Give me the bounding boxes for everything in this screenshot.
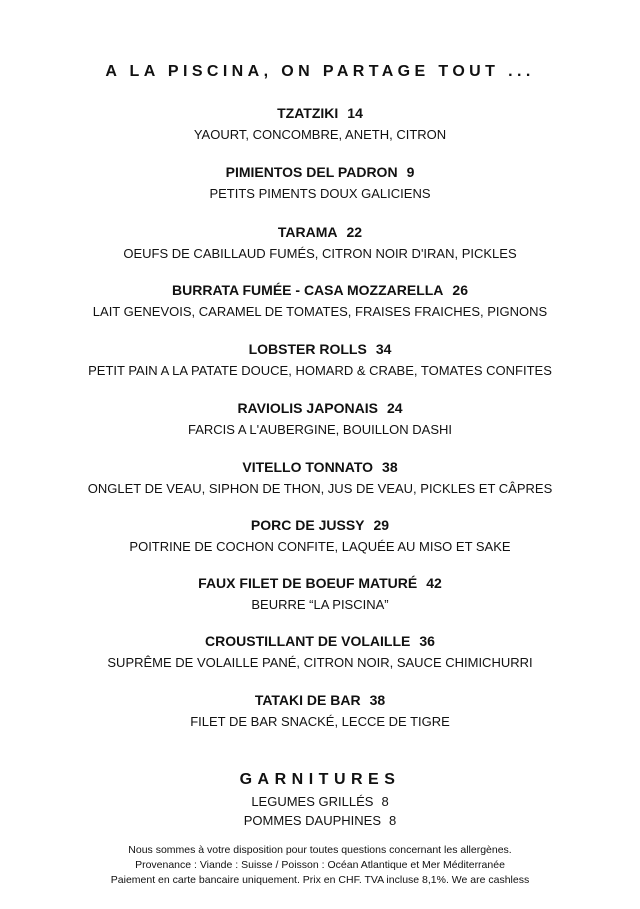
footer-notes [0, 843, 640, 888]
dish-description: POITRINE DE COCHON CONFITE, LAQUÉE AU MISO ET SAKE [129, 539, 511, 554]
menu-item-tarama [0, 222, 640, 262]
dish-description: OEUFS DE CABILLAUD FUMÉS, CITRON NOIR D'IRAN, PICKLES [123, 246, 517, 261]
dish-price: 36 [419, 633, 435, 649]
dish-description: FILET DE BAR SNACKÉ, LECCE DE TIGRE [190, 714, 450, 729]
dish-price: 14 [347, 105, 363, 121]
allergen-note: Nous sommes à votre disposition pour toutes questions concernant les allergènes. [128, 844, 512, 856]
dish-name-line [0, 515, 640, 535]
dish-price: 34 [375, 341, 392, 357]
dish-name-line [0, 398, 640, 418]
dish-name: TATAKI DE BAR [254, 692, 361, 708]
dish-name-line [0, 162, 640, 182]
dish-name-line [0, 573, 640, 593]
menu-item-pimientos-del-padron [0, 162, 640, 202]
dish-price: 26 [452, 282, 468, 298]
menu-item-vitello-tonnato [0, 457, 640, 497]
menu-item-croustillant-de-volaille [0, 631, 640, 671]
dish-price: 42 [426, 575, 442, 591]
dish-name-line [0, 222, 640, 242]
menu-item-burrata-fumee [0, 280, 640, 320]
menu-item-raviolis-japonais [0, 398, 640, 438]
side-item-pommes-dauphines [0, 812, 640, 830]
dish-name: CROUSTILLANT DE VOLAILLE [205, 633, 411, 649]
dish-description: ONGLET DE VEAU, SIPHON DE THON, JUS DE VEAU, PICKLES ET CÂPRES [87, 481, 553, 496]
menu-item-tataki-de-bar [0, 690, 640, 730]
dish-name-line [0, 457, 640, 477]
menu-item-faux-filet [0, 573, 640, 613]
dish-description: PETIT PAIN A LA PATATE DOUCE, HOMARD & CRABE, TOMATES CONFITES [88, 363, 552, 378]
side-name: POMMES DAUPHINES [243, 813, 381, 828]
dish-description: LAIT GENEVOIS, CARAMEL DE TOMATES, FRAISES FRAICHES, PIGNONS [92, 304, 548, 319]
menu-item-porc-de-jussy [0, 515, 640, 555]
menu-title: A LA PISCINA, ON PARTAGE TOUT ... [105, 63, 535, 80]
dish-description: FARCIS A L'AUBERGINE, BOUILLON DASHI [187, 422, 452, 437]
menu-item-tzatziki [0, 103, 640, 143]
side-name: LEGUMES GRILLÉS [251, 794, 374, 809]
dish-price: 38 [382, 459, 398, 475]
sides-title: GARNITURES [239, 771, 401, 788]
dish-price: 38 [369, 692, 386, 708]
dish-description: BEURRE “LA PISCINA” [251, 597, 389, 612]
menu-item-lobster-rolls [0, 339, 640, 379]
dish-name: FAUX FILET DE BOEUF MATURÉ [198, 575, 418, 591]
dish-price: 29 [373, 517, 390, 533]
dish-name: PIMIENTOS DEL PADRON [225, 164, 398, 180]
dish-name-line [0, 631, 640, 651]
dish-name-line [0, 280, 640, 300]
side-item-legumes-grilles [0, 793, 640, 811]
dish-price: 9 [406, 164, 415, 180]
dish-name: BURRATA FUMÉE - CASA MOZZARELLA [172, 282, 444, 298]
dish-name: TARAMA [277, 224, 338, 240]
dish-name-line [0, 103, 640, 123]
dish-name: LOBSTER ROLLS [248, 341, 367, 357]
dish-description: PETITS PIMENTS DOUX GALICIENS [209, 186, 431, 201]
dish-name: PORC DE JUSSY [250, 517, 365, 533]
payment-note: Paiement en carte bancaire uniquement. Prix en CHF. TVA incluse 8,1%. We are cashless [110, 874, 530, 886]
dish-name: RAVIOLIS JAPONAIS [237, 400, 378, 416]
dish-description: YAOURT, CONCOMBRE, ANETH, CITRON [193, 127, 447, 142]
dish-description: SUPRÊME DE VOLAILLE PANÉ, CITRON NOIR, SAUCE CHIMICHURRI [107, 655, 533, 670]
side-price: 8 [389, 813, 397, 828]
dish-name: TZATZIKI [277, 105, 339, 121]
dish-price: 22 [346, 224, 363, 240]
side-price: 8 [381, 794, 389, 809]
dish-name-line [0, 339, 640, 359]
provenance-note: Provenance : Viande : Suisse / Poisson : Océan Atlantique et Mer Méditerranée [135, 859, 505, 871]
dish-price: 24 [386, 400, 403, 416]
dish-name: VITELLO TONNATO [242, 459, 374, 475]
dish-name-line [0, 690, 640, 710]
